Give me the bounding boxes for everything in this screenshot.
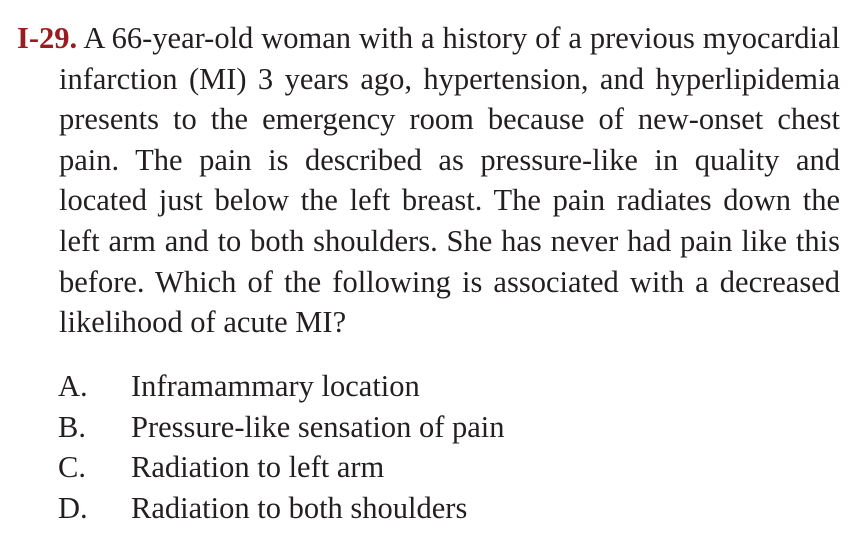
option-text: Radiation to both shoulders <box>131 490 468 525</box>
question-number: I-29. <box>17 21 78 55</box>
option-b <box>58 407 838 448</box>
option-letter: C. <box>58 450 86 485</box>
option-a <box>58 366 838 407</box>
option-letter: A. <box>58 369 88 403</box>
option-text: Inframammary location <box>131 369 420 403</box>
option-text: Pressure-like sensation of pain <box>131 409 505 444</box>
question-text: A 66-year-old woman with a history of a previous myocardial infarction (MI) 3 years ago, hypertension, and hyperlipidemia presents to the emergency room because of new-onset chest pain. The pain is described as pressure-like in quality and located just below the left breast. The pain radiates down the left arm and to both shoulders. She has never had pain like this before. Which of the following is associated with a decreased likelihood of acute MI? <box>59 21 840 340</box>
answer-options <box>58 366 838 528</box>
option-letter: B. <box>58 409 86 444</box>
option-letter: D. <box>58 490 88 525</box>
option-c <box>58 447 838 488</box>
option-d <box>58 488 838 529</box>
question-block <box>17 18 840 343</box>
option-text: Radiation to left arm <box>131 450 385 485</box>
question-stem <box>17 18 840 343</box>
